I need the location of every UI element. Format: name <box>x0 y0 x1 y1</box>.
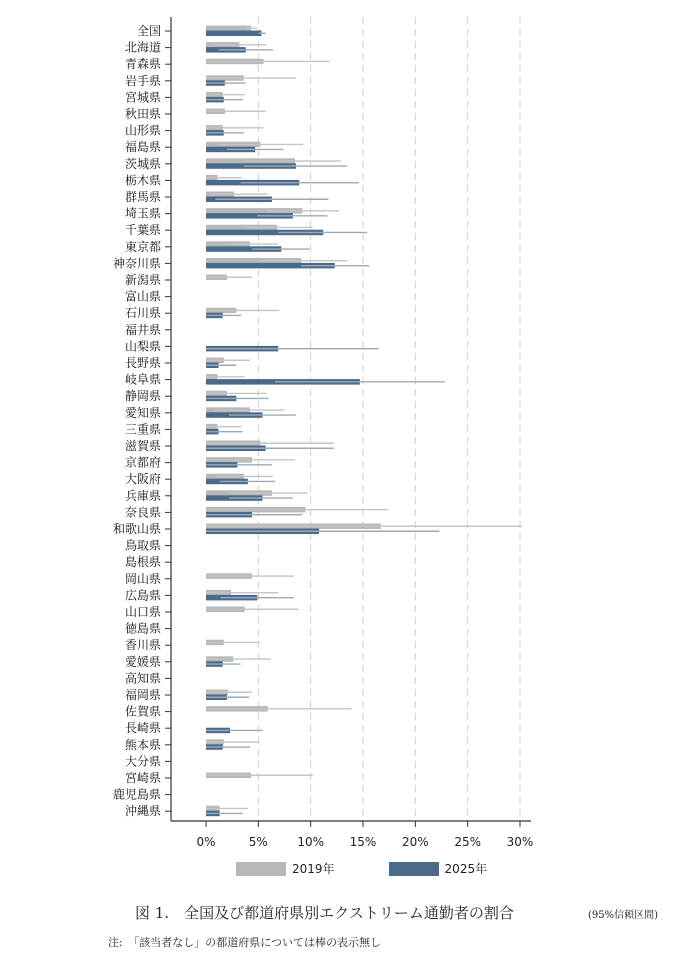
category-label-37: 香川県 <box>124 638 161 653</box>
category-label-1: 北海道 <box>124 40 161 55</box>
category-label-32: 島根県 <box>124 555 161 570</box>
category-label-4: 宮城県 <box>124 90 161 105</box>
category-label-43: 熊本県 <box>124 737 161 752</box>
category-label-26: 京都府 <box>124 455 161 470</box>
figure-caption: 図 1. 全国及び都道府県別エクストリーム通勤者の割合 <box>135 904 514 922</box>
category-label-5: 秋田県 <box>124 107 161 121</box>
category-label-22: 静岡県 <box>124 389 161 404</box>
category-label-45: 宮崎県 <box>124 771 161 785</box>
category-label-36: 徳島県 <box>124 621 161 636</box>
legend-swatch-2019 <box>236 862 286 876</box>
category-label-16: 富山県 <box>124 289 161 304</box>
category-label-20: 長野県 <box>124 356 161 370</box>
x-tick-label-5: 25% <box>454 835 482 849</box>
category-label-31: 鳥取県 <box>124 538 161 553</box>
category-label-30: 和歌山県 <box>112 522 161 536</box>
legend-item-2025 <box>389 860 488 877</box>
figure-note: 注: 「該当者なし」の都道府県については棒の表示無し <box>108 936 381 949</box>
category-label-42: 長崎県 <box>124 721 161 736</box>
category-label-27: 大阪府 <box>124 472 161 487</box>
category-label-41: 佐賀県 <box>124 704 161 719</box>
category-label-47: 沖縄県 <box>124 804 161 819</box>
legend-label-2019: 2019年 <box>292 862 335 876</box>
category-label-17: 石川県 <box>124 306 161 321</box>
category-label-21: 岐阜県 <box>124 372 161 387</box>
category-label-2: 青森県 <box>124 57 161 72</box>
category-label-28: 兵庫県 <box>124 488 161 503</box>
x-tick-label-1: 5% <box>248 835 268 849</box>
x-tick-label-2: 10% <box>297 835 325 849</box>
legend-label-2025: 2025年 <box>444 862 488 876</box>
category-label-39: 高知県 <box>124 671 161 686</box>
category-label-24: 三重県 <box>124 422 161 437</box>
category-label-6: 山形県 <box>124 123 161 138</box>
category-label-44: 大分県 <box>124 754 161 769</box>
category-label-46: 鹿児島県 <box>112 787 161 802</box>
category-label-25: 滋賀県 <box>124 439 161 453</box>
legend <box>236 860 541 877</box>
x-tick-label-3: 15% <box>349 835 377 849</box>
legend-swatch-2025 <box>389 862 439 876</box>
category-label-8: 茨城県 <box>124 156 161 171</box>
category-label-0: 全国 <box>136 24 161 38</box>
legend-item-2019 <box>236 860 335 877</box>
category-label-12: 千葉県 <box>124 223 161 238</box>
category-label-19: 山梨県 <box>124 339 161 354</box>
category-label-38: 愛媛県 <box>124 654 161 669</box>
category-label-40: 福岡県 <box>124 688 161 702</box>
category-label-34: 広島県 <box>124 588 161 603</box>
category-label-3: 岩手県 <box>124 73 161 88</box>
x-tick-label-4: 20% <box>401 835 429 849</box>
category-label-14: 神奈川県 <box>112 256 161 271</box>
category-label-18: 福井県 <box>124 322 161 337</box>
category-label-10: 群馬県 <box>124 190 161 204</box>
category-label-15: 新潟県 <box>124 273 161 287</box>
category-label-13: 東京都 <box>124 239 161 254</box>
category-label-29: 奈良県 <box>124 505 161 520</box>
category-label-23: 愛知県 <box>124 405 161 420</box>
bar-2025-0 <box>206 31 261 37</box>
category-label-7: 福島県 <box>124 140 161 155</box>
category-label-35: 山口県 <box>124 605 161 619</box>
x-tick-label-0: 0% <box>196 835 216 849</box>
category-label-11: 埼玉県 <box>124 206 161 221</box>
category-label-33: 岡山県 <box>124 571 161 586</box>
bar-2019-0 <box>206 26 251 32</box>
x-tick-label-6: 30% <box>506 835 534 849</box>
category-label-9: 栃木県 <box>124 173 161 188</box>
ci-label: (95%信頼区間) <box>588 910 659 921</box>
